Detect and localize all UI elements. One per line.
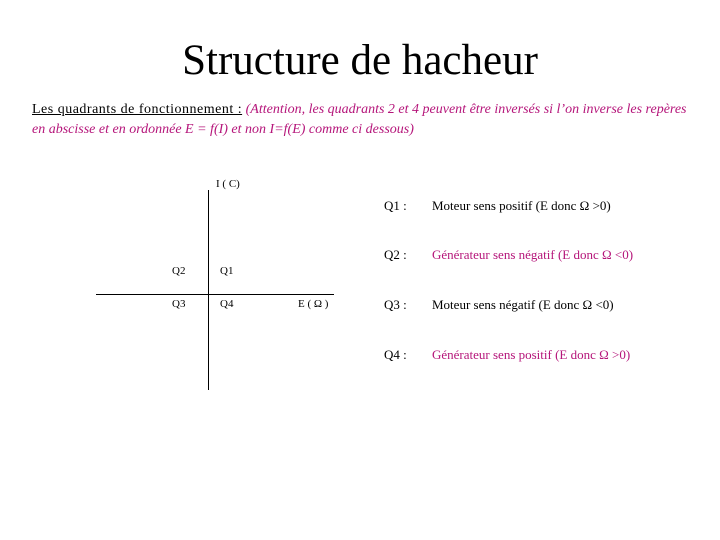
y-axis-label: I ( C): [216, 178, 240, 190]
intro-label: Les quadrants de fonctionnement :: [32, 102, 243, 117]
legend-description-q2: Générateur sens négatif (E donc Ω <0): [432, 247, 634, 262]
legend-description-q4: Générateur sens positif (E donc Ω >0): [432, 347, 631, 362]
legend-quadrant-q3: Q3 :: [384, 297, 407, 312]
legend-description-q3: Moteur sens négatif (E donc Ω <0): [432, 297, 614, 312]
legend-quadrant-q2: Q2 :: [384, 247, 407, 262]
page-title: Structure de hacheur: [182, 37, 538, 84]
legend-quadrant-q1: Q1 :: [384, 198, 407, 213]
quadrant-label-q4: Q4: [220, 298, 234, 310]
x-axis-label: E ( Ω ): [298, 298, 329, 310]
quadrant-label-q3: Q3: [172, 298, 186, 310]
y-axis: [208, 190, 209, 390]
intro-paragraph: [32, 100, 692, 140]
intro-note: (Attention, les quadrants 2 et 4 peuvent être inversés si l’on inverse les repères en abscisse et en ordonnée E = f(I) et non I=f(E) comme ci dessous): [32, 102, 687, 137]
legend-quadrant-q4: Q4 :: [384, 347, 407, 362]
legend-description-q1: Moteur sens positif (E donc Ω >0): [432, 198, 611, 213]
quadrant-label-q1: Q1: [220, 265, 234, 277]
quadrant-label-q2: Q2: [172, 265, 186, 277]
x-axis: [96, 294, 334, 295]
